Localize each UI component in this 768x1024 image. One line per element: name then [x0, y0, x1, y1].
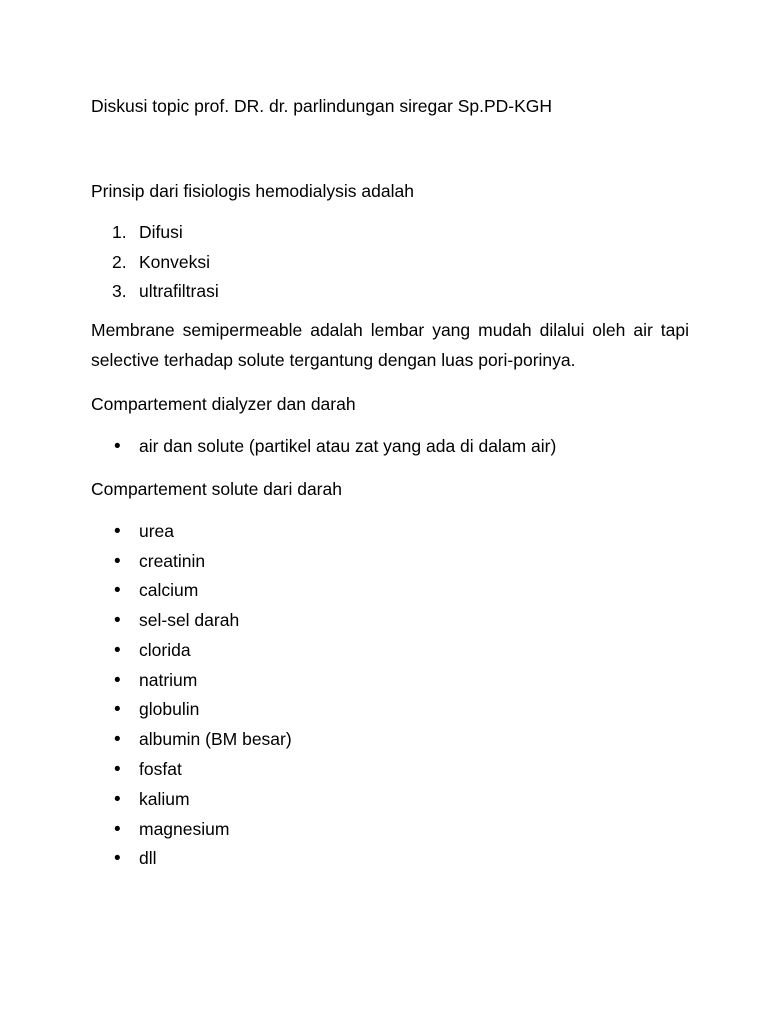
bullet-icon: •	[114, 789, 121, 810]
list-item	[112, 788, 190, 811]
bullet-icon: •	[114, 699, 121, 720]
list-item	[112, 609, 239, 632]
list-item-text: creatinin	[139, 551, 206, 571]
list-item	[112, 221, 183, 243]
list-item	[112, 669, 197, 692]
bullet-icon: •	[114, 610, 121, 631]
list-item-text: natrium	[139, 670, 198, 690]
list-item-text: globulin	[139, 699, 200, 719]
list-item-text: fosfat	[139, 759, 182, 779]
section-title-dialyzer: Compartement dialyzer dan darah	[91, 394, 356, 414]
bullet-icon: •	[114, 580, 121, 601]
list-item	[112, 818, 229, 841]
list-item	[112, 639, 191, 662]
membrane-paragraph: Membrane semipermeable adalah lembar yang mudah dilalui oleh air tapi selective terhadap solute tergantung dengan luas pori-porinya.	[91, 320, 689, 370]
bullet-icon: •	[114, 819, 121, 840]
bullet-icon: •	[114, 436, 121, 457]
list-item	[112, 579, 198, 602]
bullet-icon: •	[114, 848, 121, 869]
section-title-principles: Prinsip dari fisiologis hemodialysis adalah	[91, 181, 414, 201]
bullet-icon: •	[114, 640, 121, 661]
list-item	[112, 251, 210, 273]
list-item-text: sel-sel darah	[139, 610, 240, 630]
list-item-text: calcium	[139, 580, 199, 600]
list-item-text: Difusi	[139, 222, 183, 242]
list-item	[112, 550, 205, 573]
list-marker: 2.	[112, 252, 127, 272]
bullet-icon: •	[114, 759, 121, 780]
list-marker: 1.	[112, 222, 127, 242]
list-item-text: dll	[139, 848, 157, 868]
bullet-icon: •	[114, 729, 121, 750]
document-heading: Diskusi topic prof. DR. dr. parlindungan siregar Sp.PD-KGH	[91, 96, 553, 116]
list-marker: 3.	[112, 281, 127, 301]
list-item-text: Konveksi	[139, 252, 211, 272]
bullet-icon: •	[114, 521, 121, 542]
bullet-icon: •	[114, 670, 121, 691]
list-item-text: magnesium	[139, 819, 230, 839]
list-item	[112, 435, 556, 458]
list-item	[112, 847, 157, 870]
bullet-icon: •	[114, 551, 121, 572]
section-title-solute: Compartement solute dari darah	[91, 479, 342, 499]
list-item	[112, 728, 292, 751]
list-item	[112, 520, 174, 543]
list-item	[112, 698, 199, 721]
list-item	[112, 758, 182, 781]
list-item-text: air dan solute (partikel atau zat yang ada di dalam air)	[139, 436, 557, 456]
list-item	[112, 280, 219, 302]
list-item-text: clorida	[139, 640, 191, 660]
list-item-text: urea	[139, 521, 175, 541]
list-item-text: ultrafiltrasi	[139, 281, 219, 301]
list-item-text: albumin (BM besar)	[139, 729, 292, 749]
list-item-text: kalium	[139, 789, 190, 809]
